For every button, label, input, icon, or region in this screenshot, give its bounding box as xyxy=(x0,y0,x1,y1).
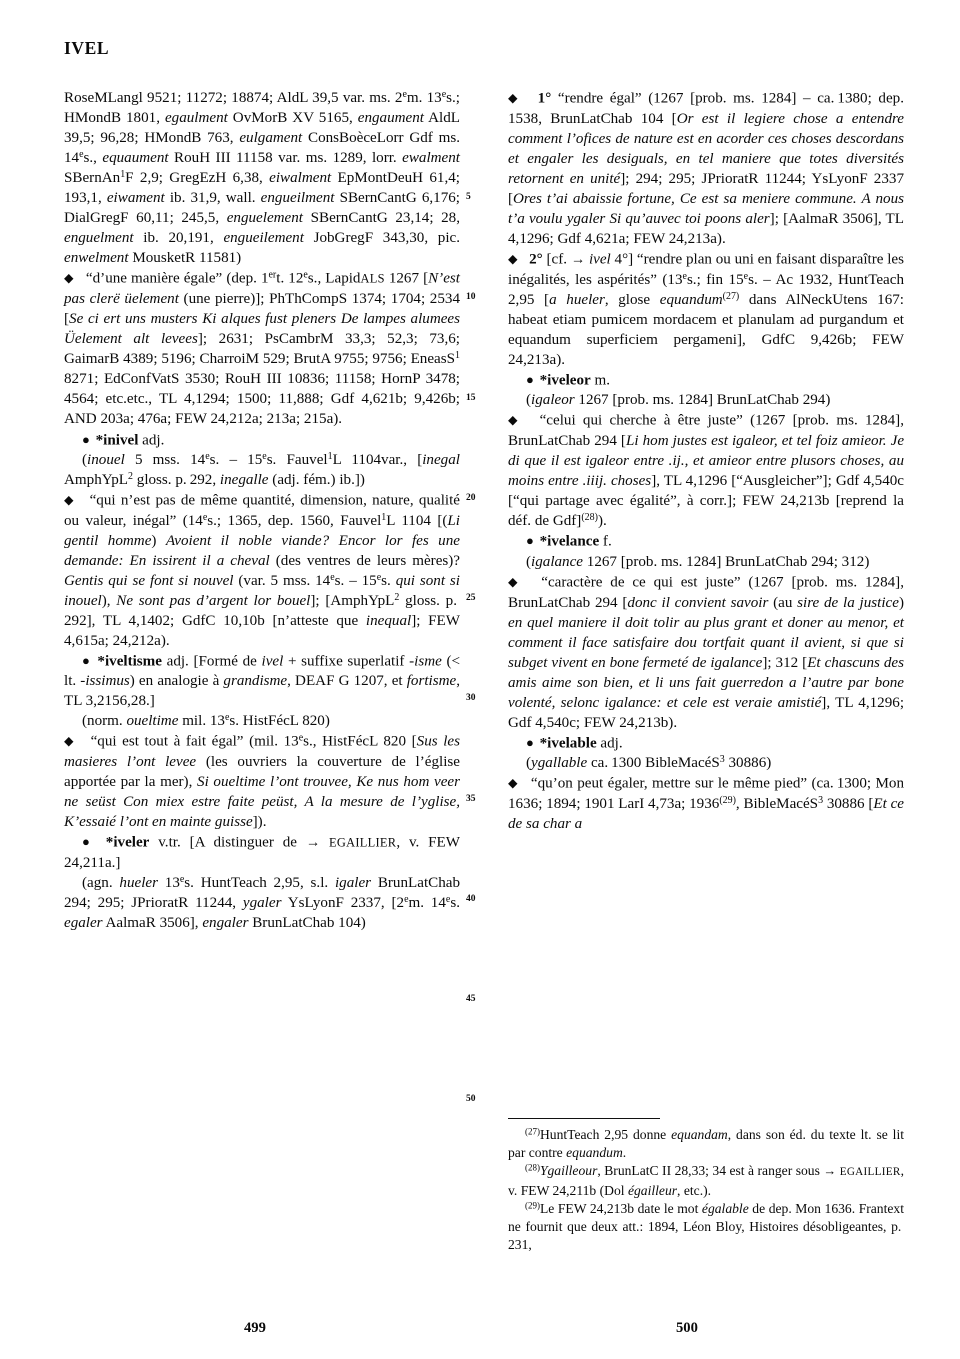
forms-paragraph-ivelable: (ygallable ca. 1300 BibleMacéS$^3$ 30886) xyxy=(526,754,772,772)
footnote-separator-rule xyxy=(508,1118,660,1119)
filled-circle-icon: ● xyxy=(526,734,534,750)
forms-paragraph-iveleor: (igaleor 1267 [prob. ms. 1284] BrunLatChab 294) xyxy=(526,392,831,409)
line-number: 10 xyxy=(466,292,476,302)
sense-paragraph-iveler-1: ◆ 1° “rendre égal” (1267 [prob. ms. 1284] – ca. 1380; dep. 1538, BrunLatChab 104 [Or est il legiere chose a entendre comment l’ofices de nature est en acorder ces choses descordans et engaler les desiguals, en tel maniere que totes diversités retornent en unité]; 294; 295; JPrioratR 11244; YsLyonF 2337 [Ores t’ai abaissie fortune, Ce est sa meniere commune. A nous t’a voulu ygaler Si qu’auvec toi poons aler]; [AalmaR 3506], TL 4,1296; Gdf 4,621a; FEW 24,213a). xyxy=(508,90,904,248)
line-number: 45 xyxy=(466,994,476,1004)
running-head: IVEL xyxy=(64,38,110,58)
diamond-icon: ◆ xyxy=(64,492,76,507)
diamond-icon: ◆ xyxy=(64,734,76,749)
lemma-paragraph-ivelance: ● *ivelance f. xyxy=(526,533,612,550)
line-number: 25 xyxy=(466,593,476,603)
sense-paragraph-ivelance: ◆ “caractère de ce qui est juste” (1267 [prob. ms. 1284], BrunLatChab 294 [donc il convient savoir (au sire de la justice) en quel maniere il doit tolir au plus grant et doner au menor, et comment il face satisfaire dou tortfait quant il avient, si que si subget vivent en bone fermeté de igalance]; 312 [Et chascuns des amis aime son bien, et li uns fait guerredon a l’autre par bone volenté, selonc igalance: et cele est veraie amistié], TL 4,1296; Gdf 4,540c; FEW 24,213b). xyxy=(508,574,905,731)
diamond-icon: ◆ xyxy=(508,776,519,791)
sense-paragraph-iveltisme: ◆ “qui est tout à fait égal” (mil. 13es., HistFécL 820 [Sus les masieres l’ont levee (les ouvriers la couverture de l’église apportée par la mer), Si oueltime l’ont trouvee, Ke nus hom veer ne seüst Con miex estre faite peüst, A la mesure de l’yglise, K’essaié l’ont en mainte guisse]). xyxy=(64,733,460,831)
folio-right: 500 xyxy=(676,1320,698,1336)
forms-paragraph-iveltisme: (norm. oueltime mil. 13es. HistFécL 820) xyxy=(82,712,330,730)
sense-paragraph-iveler-2: ◆ 2° [cf. → ivel 4°] “rendre plan ou uni en faisant disparaître les inégalités, les aspérités” (13es.; fin 15es. – Ac 1932, HuntTeach 2,95 [a hueler, glose equandum$^{(27)}$ dans AlNeckUtens 167: habeat etiam pumicem mordacem et planulam ad purgandum et equandum superficiem pergameni], GdfC 9,426b; FEW 24,213a). xyxy=(508,251,905,369)
diamond-icon: ◆ xyxy=(508,574,522,589)
line-number: 40 xyxy=(466,894,476,904)
folio-left: 499 xyxy=(244,1320,266,1336)
forms-paragraph-iveler: (agn. hueler 13es. HuntTeach 2,95, s.l. igaler BrunLatChab 294; 295; JPrioratR 11244, ygaler YsLyonF 2337, [2em. 14es. egaler AalmaR 3506], engaler BrunLatChab 104) xyxy=(64,873,460,931)
line-number: 50 xyxy=(466,1094,476,1104)
arrow-right-icon: → xyxy=(570,251,586,268)
filled-circle-icon: ● xyxy=(526,372,534,388)
lemma-paragraph-iveleor: ● *iveleor m. xyxy=(526,372,611,389)
column-left xyxy=(64,88,460,933)
line-number: 5 xyxy=(466,192,471,202)
sense-paragraph-ivelable: ◆ “qu’on peut égaler, mettre sur le même pied” (ca. 1300; Mon 1636; 1894; 1901 LarI 4,73a; 1936$^{(29)}$, BibleMacéS$^3$ 30886 [Et ce de sa char a xyxy=(508,776,904,833)
sense-paragraph-iveleor: ◆ “celui qui cherche à être juste” (1267 [prob. ms. 1284], BrunLatChab 294 [Li hom justes est igaleor, et tel foiz amieor. Je di que il est igaleor entre .ij., et amieor entre plusors choses, au moins entre .iiij. choses], TL 4,1296 [“Ausgleicher”]; Gdf 4,540c [“qui partage avec égalité”, à corr.]; FEW 24,213b [reprend la déf. de Gdf]$^{(28)}$). xyxy=(508,413,905,530)
entry-forms-continued: RoseMLangl 9521; 11272; 18874; AldL 39,5 var. ms. 2em. 13es.; HMondB 1801, egaulment OvMorB XV 5165, engaument AldL 39,5; 96,28; HMondB 763, eulgament ConsBoèceLorr Gdf ms. 14es., equaument RouH III 11158 var. ms. 1289, lorr. ewalment SBernAn$^1$F 2,9; GregEzH 6,38, eiwalment EpMontDeuH 61,4; 193,1, eiwament ib. 31,9, wall. engueilment SBernCantG 6,176; DialGregF 60,11; 245,5, enguelement SBernCantG 23,14; 28, enguelment ib. 20,191, engueilement JobGregF 343,30, pic. enwelment MousketR 11581) xyxy=(64,88,460,267)
line-number: 35 xyxy=(466,794,476,804)
column-right xyxy=(508,88,904,933)
arrow-right-icon: → xyxy=(823,1163,837,1179)
footnote-28: $^{(28)}$Ygailleour, BrunLatC II 28,33; 34 est à ranger sous → EGAILLIER, v. FEW 24,211b (Dol égailleur, etc.). xyxy=(508,1162,904,1198)
two-column-body xyxy=(64,88,904,933)
diamond-icon: ◆ xyxy=(508,413,522,428)
arrow-right-icon: → xyxy=(305,834,321,851)
line-number: 20 xyxy=(466,493,476,503)
line-number: 15 xyxy=(466,393,476,403)
footnote-27: $^{(27)}$HuntTeach 2,95 donne equandam, dans son éd. du texte lt. se lit par contre equandum. xyxy=(508,1126,904,1161)
footnote-block xyxy=(508,1118,904,1254)
diamond-icon: ◆ xyxy=(508,252,518,267)
lemma-paragraph-inivel: ● *inivel adj. xyxy=(82,431,165,448)
line-number: 30 xyxy=(466,693,476,703)
filled-circle-icon: ● xyxy=(82,653,91,669)
sense-paragraph-ivelment-1: ◆ “d’une manière égale” (dep. 1ert. 12es., LapidALS 1267 [N’est pas clerë üelement (une pierre)]; PhThCompS 1374; 1704; 2534 [Se ci ert uns musters Ki alques fust pleners De lampes alumees Üelement alt levees]; 2631; PsCambrM 33,3; 52,3; 73,6; GaimarB 4389; 5196; CharroiM 529; BrutA 9755; 9756; EneasS$^1$ 8271; EdConfVatS 3530; RouH III 10836; 11158; HornP 3478; 4564; etc.etc., TL 4,1294; 1500; 11,888; Gdf 4,621b; 9,426b; AND 203a; 476a; FEW 24,212a; 213a; 215a). xyxy=(64,269,460,428)
lemma-paragraph-iveltisme: ● *iveltisme adj. [Formé de ivel + suffixe superlatif -isme (< lt. -issimus) en analogie à grandisme, DEAF G 1207, et fortisme, TL 3,2156,28.] xyxy=(64,653,461,710)
diamond-icon: ◆ xyxy=(508,91,521,105)
filled-circle-icon: ● xyxy=(82,834,95,850)
forms-paragraph-inivel: (inouel 5 mss. 14es. – 15es. Fauvel$^1$L 1104var., [inegal AmphYpL$^2$ gloss. p. 292, inegalle (adj. fém.) ib.]) xyxy=(64,450,460,488)
diamond-icon: ◆ xyxy=(64,271,74,286)
sense-paragraph-inivel: ◆ “qui n’est pas de même quantité, dimension, nature, qualité ou valeur, inégal” (14es.; 1365, dep. 1560, Fauvel$^1$L 1104 [(Li gentil homme) Avoient il noble viande? Encor lor fes une demande: En issirent il a cheval (des ventres de leurs mères)? Gentis qui se font si nouvel (var. 5 mss. 14es. – 15es. qui sont si inouel), Ne sont pas d’argent lor bouel]; [AmphYpL$^2$ gloss. p. 292], TL 4,1402; GdfC 10,10b [n’atteste que inequal]; FEW 4,615a; 24,212a). xyxy=(64,492,461,649)
filled-circle-icon: ● xyxy=(82,431,90,447)
lemma-paragraph-ivelable: ● *ivelable adj. xyxy=(526,734,623,752)
lemma-paragraph-iveler: ● *iveler v.tr. [A distinguer de → EGAILLIER, v. FEW 24,211a.] xyxy=(64,834,460,871)
footnote-29: $^{(29)}$Le FEW 24,213b date le mot égalable de dep. Mon 1636. Frantext ne fournit que deux att.: 1894, Léon Bloy, Histoires désobligeantes, p. 231, xyxy=(508,1200,904,1253)
forms-paragraph-ivelance: (igalance 1267 [prob. ms. 1284] BrunLatChab 294; 312) xyxy=(526,553,870,570)
filled-circle-icon: ● xyxy=(526,533,534,549)
